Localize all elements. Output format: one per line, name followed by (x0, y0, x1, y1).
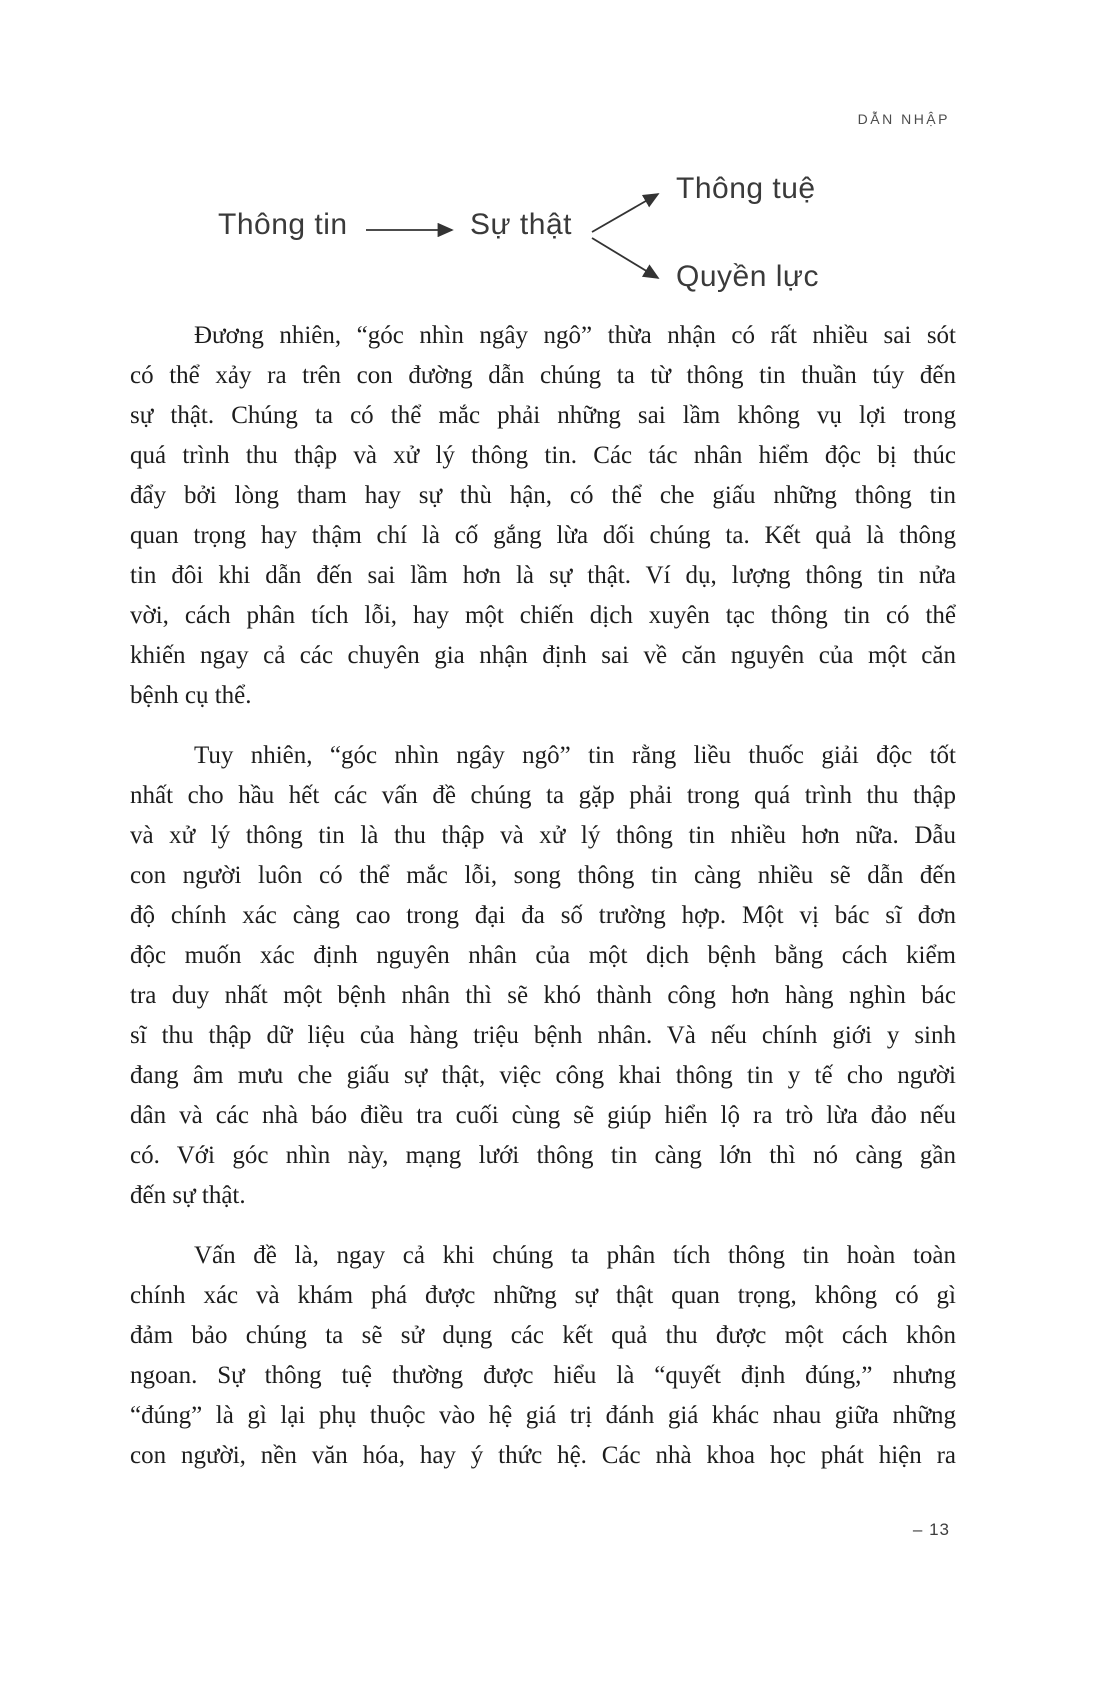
text-line: “đúng” là gì lại phụ thuộc vào hệ giá trị đánh giá khác nhau giữa những (130, 1402, 956, 1429)
diagram-label-information: Thông tin (218, 208, 348, 241)
text-line: bệnh cụ thể. (130, 682, 252, 709)
text-line: vời, cách phân tích lỗi, hay một chiến dịch xuyên tạc thông tin có thể (130, 602, 956, 629)
text-line: quá trình thu thập và xử lý thông tin. Các tác nhân hiểm độc bị thúc (130, 442, 956, 469)
information-flow-diagram (0, 160, 1100, 320)
text-line: sự thật. Chúng ta có thể mắc phải những sai lầm không vụ lợi trong (130, 402, 956, 429)
text-line: Vấn đề là, ngay cả khi chúng ta phân tích thông tin hoàn toàn (194, 1242, 956, 1269)
text-line: Đương nhiên, “góc nhìn ngây ngô” thừa nhận có rất nhiều sai sót (194, 322, 956, 349)
diagram-label-power: Quyền lực (676, 260, 819, 293)
text-line: sĩ thu thập dữ liệu của hàng triệu bệnh nhân. Và nếu chính giới y sinh (130, 1022, 956, 1049)
text-line: có. Với góc nhìn này, mạng lưới thông tin càng lớn thì nó càng gần (130, 1142, 956, 1169)
text-line: quan trọng hay thậm chí là cố gắng lừa dối chúng ta. Kết quả là thông (130, 522, 956, 549)
text-line: độ chính xác càng cao trong đại đa số trường hợp. Một vị bác sĩ đơn (130, 902, 956, 929)
text-line: đến sự thật. (130, 1182, 246, 1209)
diagram-label-truth: Sự thật (470, 208, 572, 241)
text-line: ngoan. Sự thông tuệ thường được hiểu là “quyết định đúng,” nhưng (130, 1362, 956, 1389)
text-line: tin đôi khi dẫn đến sai lầm hơn là sự thật. Ví dụ, lượng thông tin nửa (130, 562, 956, 589)
text-line: và xử lý thông tin là thu thập và xử lý thông tin nhiều hơn nữa. Dẫu (130, 822, 956, 849)
running-header: DẪN NHẬP (857, 111, 950, 127)
arrow-suthat-to-quyenluc (592, 238, 658, 278)
text-line: đẩy bởi lòng tham hay sự thù hận, có thể che giấu những thông tin (130, 482, 956, 509)
text-line: con người luôn có thể mắc lỗi, song thông tin càng nhiều sẽ dẫn đến (130, 862, 956, 889)
text-line: khiến ngay cả các chuyên gia nhận định sai về căn nguyên của một căn (130, 642, 956, 669)
text-line: đang âm mưu che giấu sự thật, việc công khai thông tin y tế cho người (130, 1062, 956, 1089)
text-line: đảm bảo chúng ta sẽ sử dụng các kết quả thu được một cách khôn (130, 1322, 956, 1349)
text-line: con người, nền văn hóa, hay ý thức hệ. Các nhà khoa học phát hiện ra (130, 1442, 956, 1469)
paragraph (130, 736, 956, 1216)
page-number: – 13 (912, 1520, 950, 1539)
diagram-label-wisdom: Thông tuệ (676, 172, 816, 205)
text-line: tra duy nhất một bệnh nhân thì sẽ khó thành công hơn hàng nghìn bác (130, 982, 956, 1009)
arrow-suthat-to-thongtue (592, 194, 658, 232)
text-line: dân và các nhà báo điều tra cuối cùng sẽ giúp hiển lộ ra trò lừa đảo nếu (130, 1102, 956, 1129)
text-line: Tuy nhiên, “góc nhìn ngây ngô” tin rằng liều thuốc giải độc tốt (194, 742, 956, 769)
body-text (130, 316, 956, 1496)
text-line: nhất cho hầu hết các vấn đề chúng ta gặp phải trong quá trình thu thập (130, 782, 956, 809)
paragraph (130, 316, 956, 716)
text-line: có thể xảy ra trên con đường dẫn chúng ta từ thông tin thuần túy đến (130, 362, 956, 389)
text-line: chính xác và khám phá được những sự thật quan trọng, không có gì (130, 1282, 956, 1309)
paragraph (130, 1236, 956, 1476)
text-line: độc muốn xác định nguyên nhân của một dịch bệnh bằng cách kiểm (130, 942, 956, 969)
